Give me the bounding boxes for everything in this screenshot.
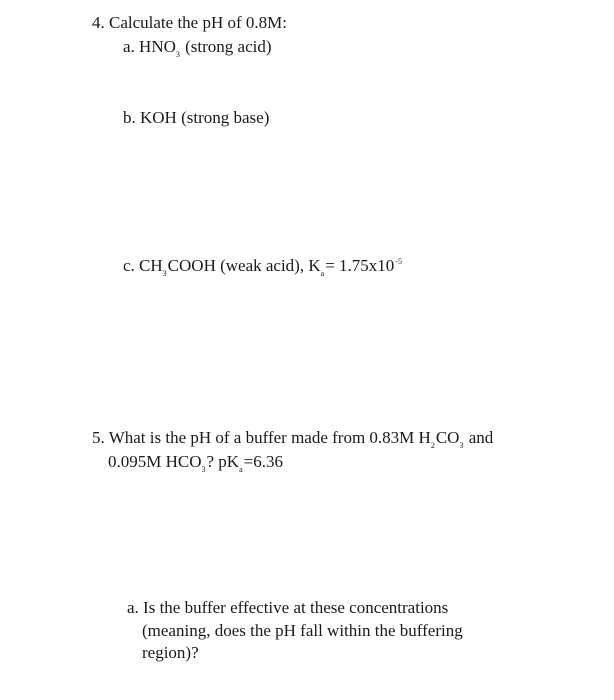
q5a-line-2: (meaning, does the pH fall within the buffering	[142, 621, 463, 640]
q4-title: 4. Calculate the pH of 0.8M:	[92, 13, 287, 32]
q5-l2-subscript-2: a	[239, 465, 243, 474]
q5-l2-mid: ? pK	[206, 452, 240, 471]
q4-part-b: b. KOH (strong base)	[123, 108, 270, 127]
q4-part-c	[123, 255, 402, 280]
q5-line-2	[108, 451, 283, 476]
q5-l2-subscript-1: 3	[201, 465, 206, 474]
q5a-line-1: a. Is the buffer effective at these concentrations	[127, 598, 449, 617]
q4c-value: = 1.75x10	[325, 256, 395, 275]
q4c-mid: COOH (weak acid), K	[167, 256, 321, 275]
q4c-subscript-2: a	[320, 269, 325, 278]
q4c-prefix: c. CH	[123, 256, 163, 275]
q4-part-a	[123, 36, 272, 61]
q5-l2-suffix: =6.36	[243, 452, 283, 471]
q4a-subscript: 3	[175, 50, 180, 59]
q5a-line-3: region)?	[142, 643, 199, 662]
q5-l2-prefix: 0.095M HCO	[108, 452, 202, 471]
q5-l1-subscript-1: 2	[430, 441, 435, 450]
q5-l1-mid: CO	[435, 428, 460, 447]
q4c-subscript-1: 3	[162, 269, 167, 278]
q5-line-1	[92, 427, 493, 452]
q5-l1-prefix: 5. What is the pH of a buffer made from 0.83M H	[92, 428, 431, 447]
q4a-suffix: (strong acid)	[180, 37, 272, 56]
q4a-prefix: a. HNO	[123, 37, 176, 56]
q5-l1-suffix: and	[464, 428, 494, 447]
q4c-superscript: -5	[395, 257, 402, 266]
q5-l1-subscript-2: 3	[459, 441, 464, 450]
